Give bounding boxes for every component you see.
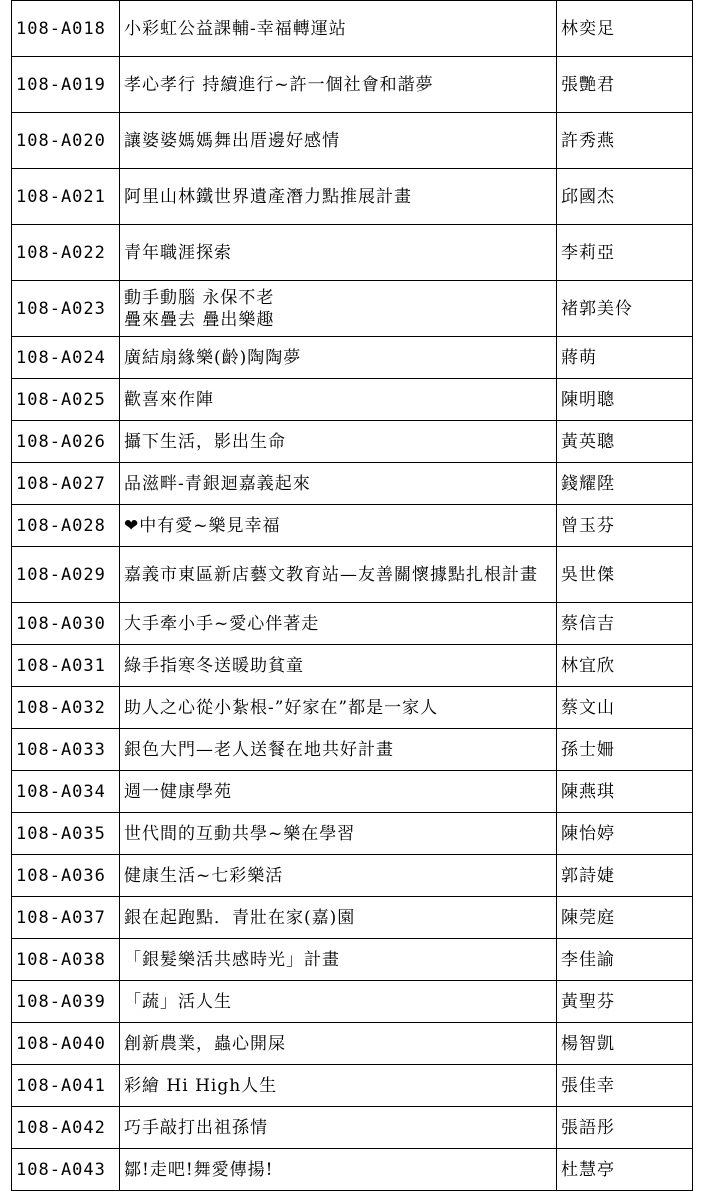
- project-id-cell: 108-A034: [12, 771, 120, 813]
- project-id-cell: 108-A033: [12, 729, 120, 771]
- project-id-cell: 108-A019: [12, 57, 120, 113]
- table-row: [12, 57, 693, 113]
- project-title-cell: [120, 421, 557, 463]
- project-title-cell: [120, 687, 557, 729]
- project-title-cell: [120, 1149, 557, 1191]
- project-owner-cell: 錢耀陞: [557, 463, 693, 505]
- table-row: [12, 729, 693, 771]
- project-owner-cell: 許秀燕: [557, 113, 693, 169]
- table-row: [12, 225, 693, 281]
- project-owner-cell: 李佳諭: [557, 939, 693, 981]
- project-id-cell: 108-A032: [12, 687, 120, 729]
- project-id-cell: 108-A038: [12, 939, 120, 981]
- project-title-cell: [120, 813, 557, 855]
- project-title-cell: [120, 1107, 557, 1149]
- project-title-cell: [120, 57, 557, 113]
- project-id-cell: 108-A018: [12, 1, 120, 57]
- table-row: [12, 337, 693, 379]
- table-row: [12, 645, 693, 687]
- project-title-text: 青年職涯探索: [124, 242, 232, 263]
- project-title-text: 「蔬」活人生: [124, 991, 232, 1012]
- project-title-text: 週一健康學苑: [124, 781, 232, 802]
- project-owner-cell: 吳世傑: [557, 547, 693, 603]
- project-title-text: 世代間的互動共學~樂在學習: [124, 823, 356, 844]
- project-id-cell: 108-A026: [12, 421, 120, 463]
- project-title-text: 阿里山林鐵世界遺產潛力點推展計畫: [124, 186, 412, 207]
- project-id-cell: 108-A027: [12, 463, 120, 505]
- project-owner-cell: 蔣萌: [557, 337, 693, 379]
- project-owner-cell: 陳燕琪: [557, 771, 693, 813]
- project-title-cell: [120, 225, 557, 281]
- project-title-cell: [120, 855, 557, 897]
- project-title-text: 小彩虹公益課輔-幸福轉運站: [124, 18, 347, 39]
- project-title-cell: [120, 337, 557, 379]
- project-title-text: 攝下生活，影出生命: [124, 431, 286, 452]
- table-row: [12, 547, 693, 603]
- table-row: [12, 1065, 693, 1107]
- project-title-text: 品滋畔-青銀迴嘉義起來: [124, 473, 311, 494]
- project-table: [11, 0, 693, 1191]
- project-id-cell: 108-A028: [12, 505, 120, 547]
- project-owner-cell: 孫士姍: [557, 729, 693, 771]
- project-id-cell: 108-A041: [12, 1065, 120, 1107]
- table-row: [12, 113, 693, 169]
- table-row: [12, 897, 693, 939]
- project-id-cell: 108-A031: [12, 645, 120, 687]
- table-row: [12, 981, 693, 1023]
- table-row: [12, 421, 693, 463]
- project-owner-cell: 陳明聰: [557, 379, 693, 421]
- project-owner-cell: 張佳幸: [557, 1065, 693, 1107]
- project-title-text: 銀在起跑點．青壯在家(嘉)園: [124, 907, 356, 928]
- project-title-text: 彩繪 Hi High人生: [124, 1075, 278, 1096]
- project-title-text: 創新農業，蟲心開屎: [124, 1033, 286, 1054]
- project-id-cell: 108-A035: [12, 813, 120, 855]
- table-row: [12, 1149, 693, 1191]
- project-id-cell: 108-A023: [12, 281, 120, 337]
- table-row: [12, 1023, 693, 1065]
- table-row: [12, 505, 693, 547]
- project-title-text: 銀色大門—老人送餐在地共好計畫: [124, 739, 394, 760]
- project-title-cell: [120, 379, 557, 421]
- project-owner-cell: 張艷君: [557, 57, 693, 113]
- project-title-cell: [120, 281, 557, 337]
- project-id-cell: 108-A021: [12, 169, 120, 225]
- project-id-cell: 108-A043: [12, 1149, 120, 1191]
- project-title-text: 「銀髮樂活共感時光」計畫: [124, 949, 340, 970]
- table-row: [12, 463, 693, 505]
- project-title-text: 動手動腦 永保不老 疊來疊去 疊出樂趣: [124, 287, 275, 330]
- project-title-text: 綠手指寒冬送暖助貧童: [124, 655, 304, 676]
- project-id-cell: 108-A029: [12, 547, 120, 603]
- project-owner-cell: 杜慧亭: [557, 1149, 693, 1191]
- project-id-cell: 108-A024: [12, 337, 120, 379]
- project-title-cell: [120, 939, 557, 981]
- table-row: [12, 855, 693, 897]
- project-owner-cell: 李莉亞: [557, 225, 693, 281]
- project-table-body: [12, 1, 693, 1191]
- project-title-text: 鄒!走吧!舞愛傳揚!: [124, 1159, 274, 1180]
- project-owner-cell: 陳莞庭: [557, 897, 693, 939]
- project-title-cell: [120, 547, 557, 603]
- project-owner-cell: 郭詩婕: [557, 855, 693, 897]
- project-owner-cell: 曾玉芬: [557, 505, 693, 547]
- project-title-cell: [120, 771, 557, 813]
- project-title-cell: [120, 729, 557, 771]
- project-owner-cell: 張語彤: [557, 1107, 693, 1149]
- project-title-text: 巧手敲打出祖孫情: [124, 1117, 268, 1138]
- project-owner-cell: 蔡文山: [557, 687, 693, 729]
- project-id-cell: 108-A025: [12, 379, 120, 421]
- project-title-cell: [120, 981, 557, 1023]
- project-owner-cell: 林宜欣: [557, 645, 693, 687]
- table-row: [12, 1, 693, 57]
- table-row: [12, 603, 693, 645]
- project-title-text: 廣結扇緣樂(齡)陶陶夢: [124, 347, 302, 368]
- project-title-cell: [120, 1023, 557, 1065]
- project-owner-cell: 林奕足: [557, 1, 693, 57]
- project-title-cell: [120, 645, 557, 687]
- project-title-text: 中有愛~樂見幸福: [139, 515, 281, 536]
- project-owner-cell: 楊智凱: [557, 1023, 693, 1065]
- project-title-cell: [120, 603, 557, 645]
- project-title-cell: [120, 1, 557, 57]
- project-id-cell: 108-A037: [12, 897, 120, 939]
- project-owner-cell: 邱國杰: [557, 169, 693, 225]
- table-row: [12, 939, 693, 981]
- table-row: [12, 379, 693, 421]
- project-id-cell: 108-A030: [12, 603, 120, 645]
- project-title-text: 大手牽小手~愛心伴著走: [124, 613, 320, 634]
- project-title-cell: [120, 463, 557, 505]
- project-owner-cell: 蔡信吉: [557, 603, 693, 645]
- project-id-cell: 108-A042: [12, 1107, 120, 1149]
- project-id-cell: 108-A040: [12, 1023, 120, 1065]
- project-owner-cell: 黃聖芬: [557, 981, 693, 1023]
- project-owner-cell: 陳怡婷: [557, 813, 693, 855]
- project-title-cell: [120, 169, 557, 225]
- project-id-cell: 108-A039: [12, 981, 120, 1023]
- project-id-cell: 108-A022: [12, 225, 120, 281]
- table-row: [12, 687, 693, 729]
- project-title-text: 嘉義市東區新店藝文教育站—友善關懷據點扎根計畫: [124, 564, 538, 585]
- project-title-cell: [120, 897, 557, 939]
- table-row: [12, 771, 693, 813]
- project-title-text: 健康生活~七彩樂活: [124, 865, 284, 886]
- heart-icon: ❤: [124, 515, 140, 536]
- project-title-text: 助人之心從小紮根-”好家在”都是一家人: [124, 697, 439, 718]
- table-row: [12, 169, 693, 225]
- project-title-text: 讓婆婆媽媽舞出厝邊好感情: [124, 130, 340, 151]
- project-owner-cell: 黃英聰: [557, 421, 693, 463]
- project-title-cell: [120, 113, 557, 169]
- project-id-cell: 108-A020: [12, 113, 120, 169]
- project-title-text: 孝心孝行 持續進行~許一個社會和諧夢: [124, 74, 434, 95]
- table-row: [12, 1107, 693, 1149]
- project-id-cell: 108-A036: [12, 855, 120, 897]
- project-owner-cell: 褚郭美伶: [557, 281, 693, 337]
- table-row: [12, 813, 693, 855]
- project-title-text: 歡喜來作陣: [124, 389, 214, 410]
- project-title-cell: [120, 505, 557, 547]
- project-title-cell: [120, 1065, 557, 1107]
- table-row: [12, 281, 693, 337]
